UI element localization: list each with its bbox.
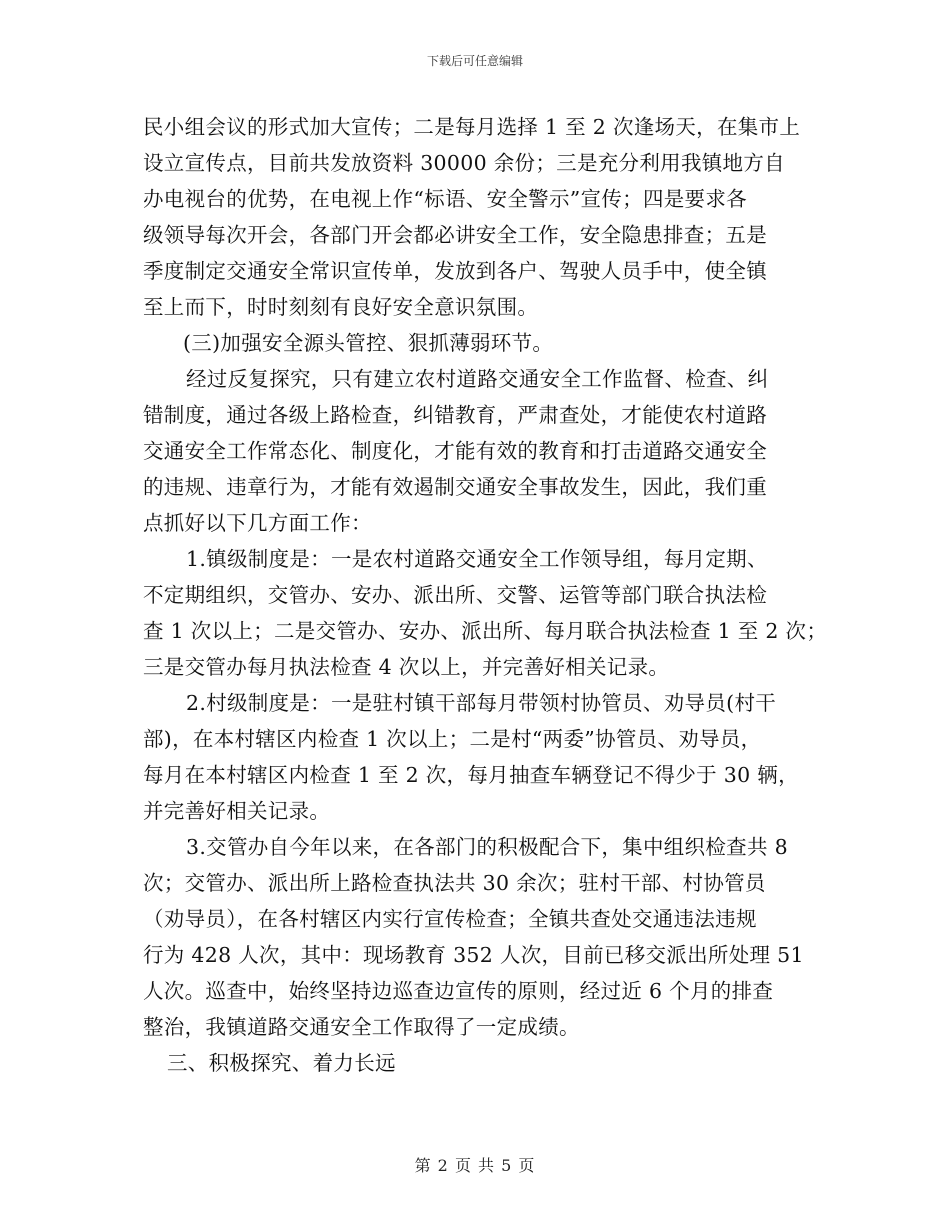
text-line: 每月在本村辖区内检查 1 至 2 次，每月抽查车辆登记不得少于 30 辆， [143, 763, 799, 787]
text-line: 并完善好相关记录。 [143, 799, 331, 823]
text-line: 行为 428 人次，其中：现场教育 352 人次，目前已移交派出所处理 51 [143, 943, 804, 967]
text-line: 整治，我镇道路交通安全工作取得了一定成绩。 [143, 1015, 580, 1039]
text-line: 设立宣传点，目前共发放资料 30000 余份；三是充分利用我镇地方自 [143, 151, 785, 175]
text-line: （劝导员），在各村辖区内实行宣传检查；全镇共查处交通违法违规 [143, 907, 757, 931]
text-line: 三是交管办每月执法检查 4 次以上，并完善好相关记录。 [143, 655, 670, 679]
text-line: 人次。巡查中，始终坚持边巡查边宣传的原则，经过近 6 个月的排查 [143, 979, 774, 1003]
text-line: 3.交管办自今年以来，在各部门的积极配合下，集中组织检查共 8 [186, 835, 788, 859]
text-line: 级领导每次开会，各部门开会都必讲安全工作，安全隐患排查；五是 [143, 223, 767, 247]
text-line: 经过反复探究，只有建立农村道路交通安全工作监督、检查、纠 [186, 367, 769, 391]
section-heading: (三)加强安全源头管控、狠抓薄弱环节。 [183, 331, 554, 355]
page-number: 第 2 页 共 5 页 [414, 1156, 536, 1175]
text-line: 次；交管办、派出所上路检查执法共 30 余次；驻村干部、村协管员 [143, 871, 766, 895]
text-line: 点抓好以下几方面工作： [143, 511, 372, 535]
text-line: 部)，在本村辖区内检查 1 次以上；二是村“两委”协管员、劝导员， [143, 727, 762, 751]
text-line: 民小组会议的形式加大宣传；二是每月选择 1 至 2 次逢场天，在集市上 [143, 115, 801, 139]
document-body [143, 109, 828, 1081]
text-line: 查 1 次以上；二是交管办、安办、派出所、每月联合执法检查 1 至 2 次； [143, 619, 828, 643]
text-line: 至上而下，时时刻刻有良好安全意识氛围。 [143, 295, 539, 319]
text-line: 2.村级制度是：一是驻村镇干部每月带领村协管员、劝导员(村干 [186, 691, 777, 715]
text-line: 错制度，通过各级上路检查，纠错教育，严肃查处，才能使农村道路 [143, 403, 767, 427]
page-header-note: 下载后可任意编辑 [426, 54, 523, 68]
text-line: 季度制定交通安全常识宣传单，发放到各户、驾驶人员手中，使全镇 [143, 259, 767, 283]
text-line: 办电视台的优势，在电视上作“标语、安全警示”宣传；四是要求各 [143, 187, 747, 211]
text-line: 交通安全工作常态化、制度化，才能有效的教育和打击道路交通安全 [143, 439, 767, 463]
text-line: 1.镇级制度是：一是农村道路交通安全工作领导组，每月定期、 [186, 547, 768, 571]
section-heading: 三、积极探究、着力长远 [167, 1051, 396, 1075]
text-line: 的违规、违章行为，才能有效遏制交通安全事故发生，因此，我们重 [143, 475, 767, 499]
text-line: 不定期组织，交管办、安办、派出所、交警、运管等部门联合执法检 [143, 583, 767, 607]
